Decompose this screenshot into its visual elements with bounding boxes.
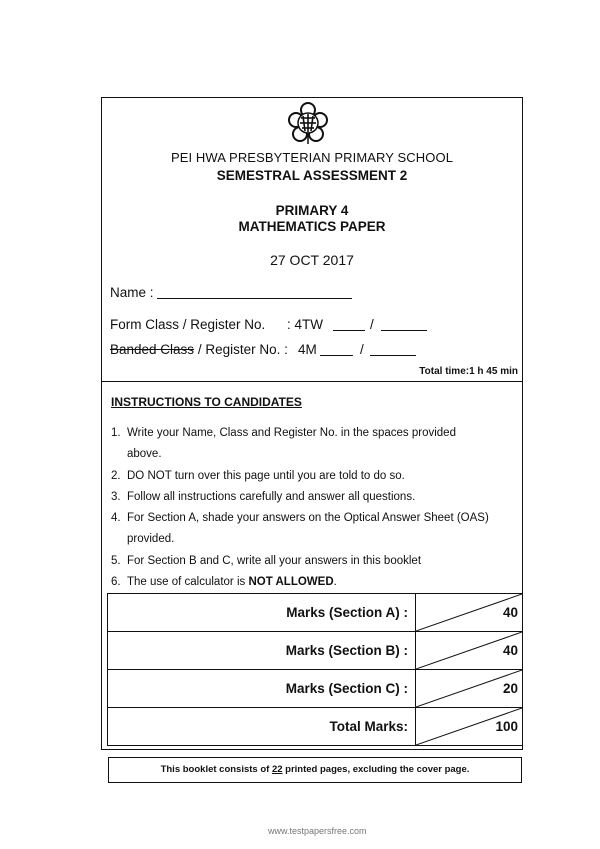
- level-title: PRIMARY 4: [275, 203, 349, 218]
- banded-slash: /: [360, 342, 364, 357]
- marks-cell[interactable]: [416, 670, 523, 708]
- marks-cell[interactable]: [416, 594, 523, 632]
- school-crest-icon: [288, 102, 328, 146]
- marks-label: Marks (Section B) :: [285, 643, 408, 658]
- form-class-value: : 4TW: [287, 317, 323, 332]
- marks-row-section-b: [108, 632, 523, 670]
- instruction-continuation: provided.: [127, 533, 175, 546]
- exam-date: 27 OCT 2017: [270, 252, 354, 268]
- form-class-field[interactable]: [333, 330, 365, 331]
- page-count-note: This booklet consists of 22 printed pages, excluding the cover page.: [108, 757, 522, 783]
- marks-label: Marks (Section A) :: [286, 605, 408, 620]
- assessment-title: SEMESTRAL ASSESSMENT 2: [216, 168, 408, 183]
- form-class-label: Form Class / Register No.: [110, 317, 266, 332]
- banded-register-label: / Register No. :: [194, 342, 288, 357]
- banded-class-field[interactable]: [320, 355, 353, 356]
- name-field[interactable]: [157, 298, 352, 299]
- banded-class-label: Banded Class: [110, 342, 195, 357]
- banded-register-field[interactable]: [370, 355, 416, 356]
- marks-row-section-a: [108, 594, 523, 632]
- instruction-item: 1. Write your Name, Class and Register No. in the spaces provided: [111, 427, 456, 439]
- marks-cell[interactable]: [416, 632, 523, 670]
- marks-total-value: 40: [502, 643, 518, 658]
- watermark: www.testpapersfree.com: [268, 826, 367, 836]
- instruction-item: 4. For Section A, shade your answers on the Optical Answer Sheet (OAS): [111, 512, 489, 525]
- marks-total-value: 20: [502, 681, 518, 696]
- form-register-field[interactable]: [381, 330, 427, 331]
- school-name: PEI HWA PRESBYTERIAN PRIMARY SCHOOL: [170, 150, 454, 165]
- banded-class-row: [110, 342, 288, 357]
- subject-title: MATHEMATICS PAPER: [238, 219, 386, 234]
- marks-row-section-c: [108, 670, 523, 708]
- banded-class-value: 4M: [298, 342, 317, 357]
- marks-label: Marks (Section C) :: [285, 681, 408, 696]
- marks-cell[interactable]: [416, 708, 523, 746]
- name-label: Name :: [110, 285, 154, 300]
- instruction-item: 5. For Section B and C, write all your answers in this booklet: [111, 554, 422, 567]
- instructions-list: [111, 423, 521, 593]
- divider: [101, 381, 523, 382]
- marks-total-value: 100: [495, 719, 518, 734]
- marks-table: [107, 593, 523, 746]
- instruction-continuation: above.: [127, 448, 162, 461]
- instruction-item: 3. Follow all instructions carefully and answer all questions.: [111, 490, 416, 503]
- form-slash: /: [370, 317, 374, 332]
- instruction-item: 6. The use of calculator is NOT ALLOWED.: [111, 576, 337, 589]
- marks-row-total: [108, 708, 523, 746]
- instruction-item: 2. DO NOT turn over this page until you are told to do so.: [111, 469, 405, 482]
- total-time: Total time:1 h 45 min: [419, 366, 518, 377]
- marks-total-value: 40: [502, 605, 518, 620]
- instructions-title: INSTRUCTIONS TO CANDIDATES: [111, 395, 302, 409]
- marks-label: Total Marks:: [329, 719, 408, 734]
